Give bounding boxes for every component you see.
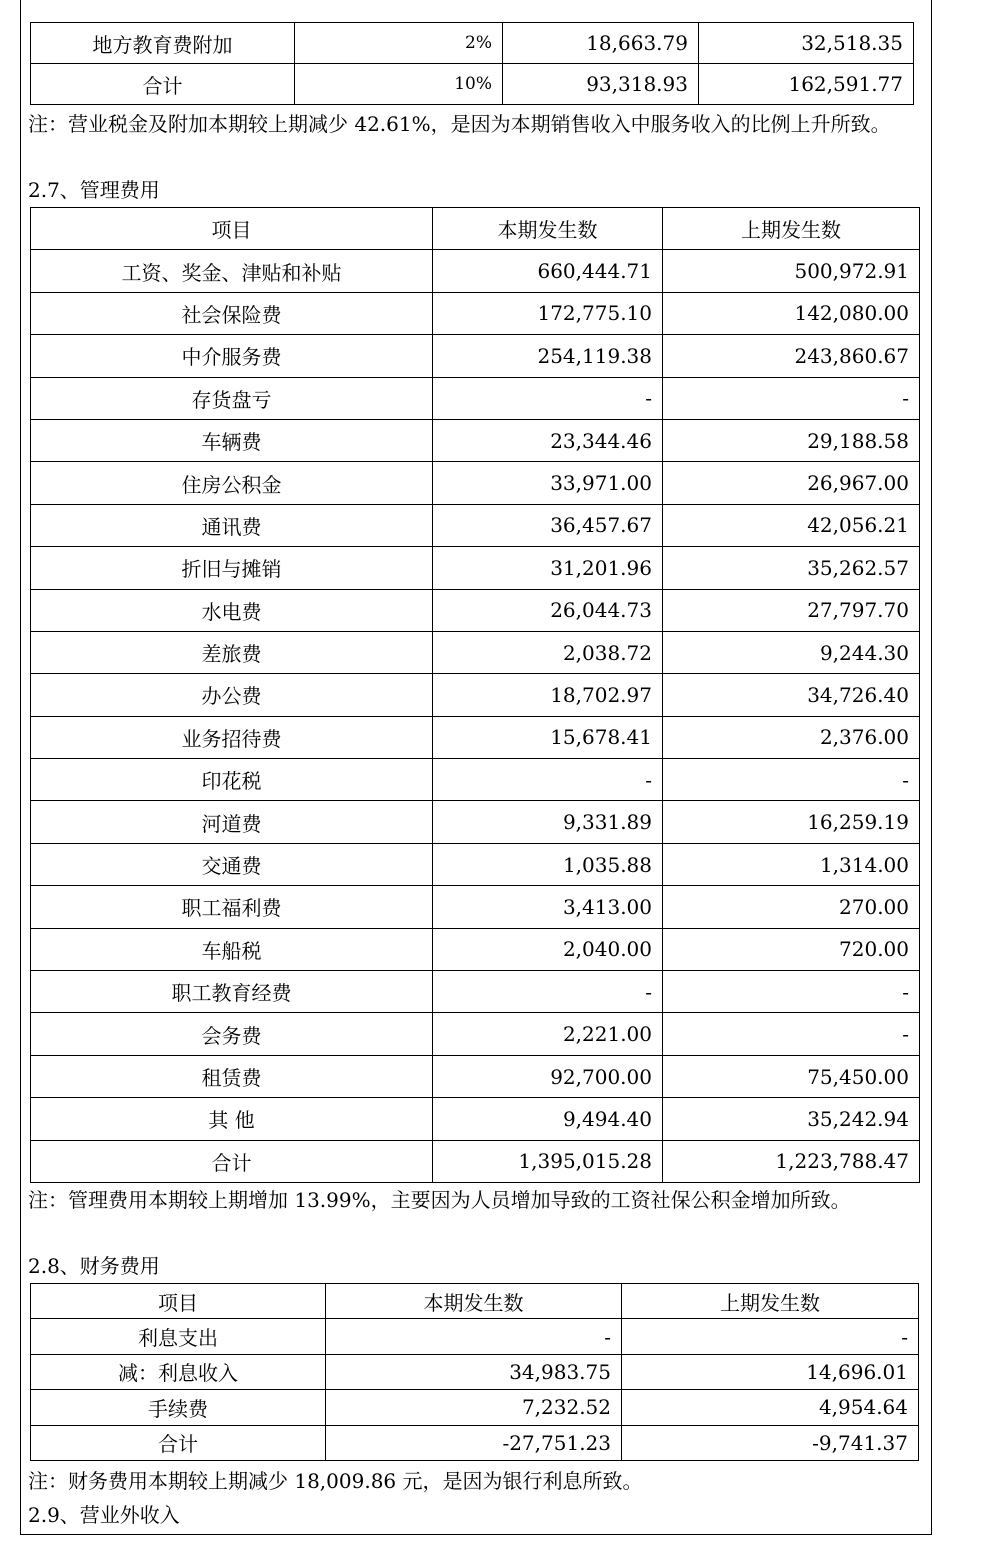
cell-item: 职工教育经费 xyxy=(31,971,433,1013)
table-row xyxy=(31,419,920,461)
cell-item: 通讯费 xyxy=(31,504,433,546)
table-row xyxy=(31,716,920,758)
tax-prior: 32,518.35 xyxy=(699,23,914,64)
column-header-prior: 上期发生数 xyxy=(663,208,920,250)
cell-current: 7,232.52 xyxy=(326,1390,622,1425)
cell-current: 92,700.00 xyxy=(433,1055,663,1097)
cell-item: 合计 xyxy=(31,1140,433,1182)
cell-prior: 243,860.67 xyxy=(663,335,920,377)
cell-prior: 9,244.30 xyxy=(663,631,920,673)
cell-current: 9,331.89 xyxy=(433,801,663,843)
cell-item: 印花税 xyxy=(31,759,433,801)
cell-item: 利息支出 xyxy=(31,1319,326,1354)
cell-prior: - xyxy=(663,759,920,801)
cell-item: 中介服务费 xyxy=(31,335,433,377)
cell-prior: 42,056.21 xyxy=(663,504,920,546)
note-tax: 注：营业税金及附加本期较上期减少 42.61%，是因为本期销售收入中服务收入的比例上升所致。 xyxy=(28,112,891,136)
cell-item: 减：利息收入 xyxy=(31,1354,326,1389)
cell-prior: 29,188.58 xyxy=(663,419,920,461)
table-row xyxy=(31,631,920,673)
cell-prior: 500,972.91 xyxy=(663,250,920,292)
table-row xyxy=(31,250,920,292)
cell-item: 折旧与摊销 xyxy=(31,547,433,589)
tax-rate: 2% xyxy=(295,23,503,64)
cell-item: 职工福利费 xyxy=(31,886,433,928)
cell-prior: 27,797.70 xyxy=(663,589,920,631)
cell-prior: 720.00 xyxy=(663,928,920,970)
table-header-row xyxy=(31,1284,919,1319)
cell-prior: 2,376.00 xyxy=(663,716,920,758)
tax-prior: 162,591.77 xyxy=(699,64,914,105)
cell-prior: 1,223,788.47 xyxy=(663,1140,920,1182)
cell-prior: 26,967.00 xyxy=(663,462,920,504)
table-row xyxy=(31,1055,920,1097)
tax-rate: 10% xyxy=(295,64,503,105)
table-row xyxy=(31,377,920,419)
cell-item: 租赁费 xyxy=(31,1055,433,1097)
cell-current: - xyxy=(326,1319,622,1354)
cell-current: 1,035.88 xyxy=(433,843,663,885)
cell-current: - xyxy=(433,759,663,801)
table-header-row xyxy=(31,208,920,250)
cell-current: 23,344.46 xyxy=(433,419,663,461)
note-mgmt: 注：管理费用本期较上期增加 13.99%，主要因为人员增加导致的工资社保公积金增加所致。 xyxy=(28,1188,851,1212)
table-row xyxy=(31,292,920,334)
cell-item: 业务招待费 xyxy=(31,716,433,758)
table-row xyxy=(31,23,914,64)
cell-prior: 75,450.00 xyxy=(663,1055,920,1097)
tax-item-name: 地方教育费附加 xyxy=(31,23,295,64)
table-row xyxy=(31,674,920,716)
cell-item: 手续费 xyxy=(31,1390,326,1425)
table-row xyxy=(31,1354,919,1389)
table-row xyxy=(31,1319,919,1354)
cell-current: 2,221.00 xyxy=(433,1013,663,1055)
cell-current: -27,751.23 xyxy=(326,1425,622,1460)
table-row xyxy=(31,462,920,504)
cell-prior: 142,080.00 xyxy=(663,292,920,334)
cell-current: 254,119.38 xyxy=(433,335,663,377)
cell-current: 9,494.40 xyxy=(433,1098,663,1140)
section-heading-fin: 2.8、财务费用 xyxy=(28,1254,160,1278)
cell-item: 差旅费 xyxy=(31,631,433,673)
cell-prior: 1,314.00 xyxy=(663,843,920,885)
table-row xyxy=(31,928,920,970)
cell-current: 2,040.00 xyxy=(433,928,663,970)
cell-current: 660,444.71 xyxy=(433,250,663,292)
cell-prior: 16,259.19 xyxy=(663,801,920,843)
table-row xyxy=(31,589,920,631)
cell-prior: 14,696.01 xyxy=(622,1354,919,1389)
tax-current: 93,318.93 xyxy=(503,64,699,105)
column-header-current: 本期发生数 xyxy=(433,208,663,250)
table-row xyxy=(31,547,920,589)
table-row xyxy=(31,335,920,377)
financial-expense-table xyxy=(30,1283,919,1461)
cell-item: 交通费 xyxy=(31,843,433,885)
cell-current: - xyxy=(433,377,663,419)
note-fin: 注：财务费用本期较上期减少 18,009.86 元，是因为银行利息所致。 xyxy=(28,1469,643,1493)
cell-item: 住房公积金 xyxy=(31,462,433,504)
cell-prior: - xyxy=(663,971,920,1013)
cell-current: 15,678.41 xyxy=(433,716,663,758)
column-header-current: 本期发生数 xyxy=(326,1284,622,1319)
cell-current: 1,395,015.28 xyxy=(433,1140,663,1182)
cell-item: 河道费 xyxy=(31,801,433,843)
table-row xyxy=(31,801,920,843)
cell-current: 33,971.00 xyxy=(433,462,663,504)
cell-item: 社会保险费 xyxy=(31,292,433,334)
management-expense-table xyxy=(30,207,920,1183)
column-header-item: 项目 xyxy=(31,1284,326,1319)
cell-prior: 270.00 xyxy=(663,886,920,928)
cell-item: 合计 xyxy=(31,1425,326,1460)
cell-item: 工资、奖金、津贴和补贴 xyxy=(31,250,433,292)
cell-item: 办公费 xyxy=(31,674,433,716)
cell-current: 18,702.97 xyxy=(433,674,663,716)
section-heading-nonop: 2.9、营业外收入 xyxy=(28,1503,180,1527)
table-row xyxy=(31,886,920,928)
cell-current: 172,775.10 xyxy=(433,292,663,334)
table-row xyxy=(31,1140,920,1182)
cell-prior: 4,954.64 xyxy=(622,1390,919,1425)
tax-item-name: 合计 xyxy=(31,64,295,105)
cell-current: 26,044.73 xyxy=(433,589,663,631)
cell-current: 3,413.00 xyxy=(433,886,663,928)
cell-current: - xyxy=(433,971,663,1013)
table-row xyxy=(31,971,920,1013)
table-row xyxy=(31,1013,920,1055)
column-header-item: 项目 xyxy=(31,208,433,250)
cell-current: 36,457.67 xyxy=(433,504,663,546)
cell-current: 31,201.96 xyxy=(433,547,663,589)
cell-item: 车船税 xyxy=(31,928,433,970)
cell-item: 车辆费 xyxy=(31,419,433,461)
cell-current: 2,038.72 xyxy=(433,631,663,673)
cell-prior: 34,726.40 xyxy=(663,674,920,716)
table-row xyxy=(31,843,920,885)
table-row xyxy=(31,64,914,105)
column-header-prior: 上期发生数 xyxy=(622,1284,919,1319)
table-row xyxy=(31,504,920,546)
section-heading-mgmt: 2.7、管理费用 xyxy=(28,178,160,202)
table-row xyxy=(31,1098,920,1140)
tax-current: 18,663.79 xyxy=(503,23,699,64)
cell-prior: - xyxy=(663,1013,920,1055)
cell-prior: - xyxy=(663,377,920,419)
cell-prior: -9,741.37 xyxy=(622,1425,919,1460)
cell-item: 会务费 xyxy=(31,1013,433,1055)
tax-surcharge-table xyxy=(30,22,914,105)
cell-item: 水电费 xyxy=(31,589,433,631)
table-row xyxy=(31,759,920,801)
cell-item: 其 他 xyxy=(31,1098,433,1140)
table-row xyxy=(31,1390,919,1425)
cell-current: 34,983.75 xyxy=(326,1354,622,1389)
cell-prior: 35,262.57 xyxy=(663,547,920,589)
cell-prior: - xyxy=(622,1319,919,1354)
table-row xyxy=(31,1425,919,1460)
cell-item: 存货盘亏 xyxy=(31,377,433,419)
cell-prior: 35,242.94 xyxy=(663,1098,920,1140)
